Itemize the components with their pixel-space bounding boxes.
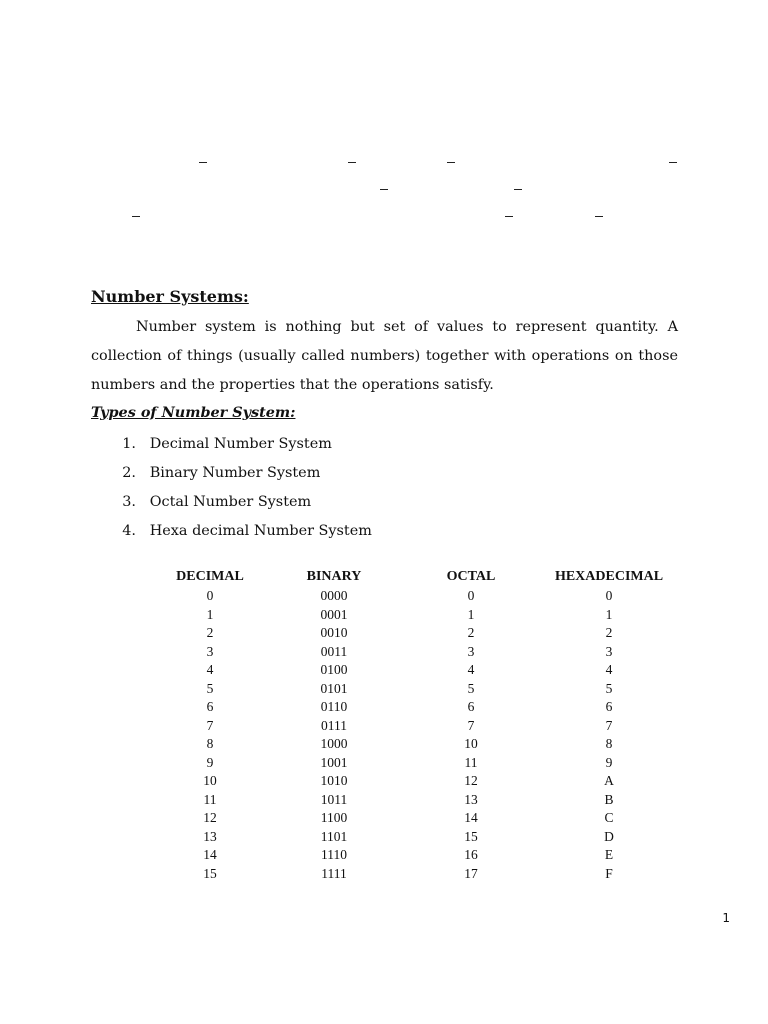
header-octal: OCTAL [446, 569, 496, 584]
stray-dash-mark [514, 189, 522, 190]
list-item-number: 1. [122, 436, 136, 452]
table-cell: 1011 [320, 791, 348, 807]
intro-paragraph: Number system is nothing but set of values to represent quantity. A collection of things (usually called numbers) together with operations on those numbers and the properties that the operations satisfy. [91, 319, 678, 393]
table-cell: 0010 [320, 625, 348, 640]
list-item [91, 459, 372, 488]
table-cell: 3 [605, 643, 613, 659]
table-cell: 4 [467, 662, 475, 677]
table-cell: 14 [464, 810, 478, 825]
table-cell: 0111 [321, 717, 347, 733]
table-row [160, 587, 684, 606]
table-cell: 1110 [321, 847, 347, 862]
table-cell: 4 [605, 662, 613, 677]
table-body [160, 587, 684, 883]
table-cell: 0 [467, 588, 475, 603]
table-cell: B [604, 791, 614, 807]
table-cell: 8 [206, 736, 214, 751]
table-cell: 11 [203, 791, 217, 807]
list-item [91, 517, 372, 546]
table-cell: 12 [464, 773, 478, 788]
table-cell: 11 [464, 754, 478, 770]
table-cell: 6 [605, 699, 613, 714]
stray-dash-mark [132, 216, 140, 217]
table-cell: 0100 [320, 662, 348, 677]
table-row [160, 828, 684, 847]
header-binary: BINARY [306, 569, 362, 584]
stray-dash-mark [595, 216, 603, 217]
table-cell: 5 [467, 680, 475, 696]
table-row [160, 791, 684, 810]
table-cell: 7 [467, 717, 475, 733]
table-cell: 6 [206, 699, 214, 714]
table-cell: F [605, 865, 613, 881]
table-cell: 9 [206, 754, 214, 770]
table-cell: 0 [206, 588, 214, 603]
table-cell: 0001 [320, 606, 348, 622]
table-cell: 3 [467, 643, 475, 659]
header-hexadecimal: HEXADECIMAL [554, 569, 664, 584]
list-item-number: 3. [122, 494, 136, 510]
table-row [160, 809, 684, 828]
table-row [160, 865, 684, 884]
table-cell: 5 [605, 680, 613, 696]
table-header-row [160, 567, 684, 587]
table-cell: 14 [203, 847, 217, 862]
table-cell: 0000 [320, 588, 348, 603]
table-cell: 5 [206, 680, 214, 696]
table-cell: 1 [467, 606, 475, 622]
table-cell: 0011 [320, 643, 348, 659]
section-title: Number Systems: [91, 287, 249, 306]
table-row [160, 680, 684, 699]
table-row [160, 754, 684, 773]
types-heading: Types of Number System: [91, 404, 296, 421]
list-item [91, 488, 372, 517]
table-row [160, 606, 684, 625]
table-cell: 1010 [320, 773, 348, 788]
stray-dash-mark [669, 162, 677, 163]
table-cell: 1101 [320, 828, 348, 844]
table-row [160, 698, 684, 717]
table-cell: 8 [605, 736, 613, 751]
table-row [160, 735, 684, 754]
table-cell: 1 [206, 606, 214, 622]
header-decimal: DECIMAL [176, 569, 244, 584]
table-cell: 15 [464, 828, 478, 844]
table-cell: 15 [203, 865, 217, 881]
table-cell: 0110 [320, 699, 348, 714]
stray-dash-mark [447, 162, 455, 163]
table-row [160, 661, 684, 680]
table-cell: 12 [203, 810, 217, 825]
list-item-number: 4. [122, 523, 136, 539]
list-item-text: Binary Number System [149, 465, 321, 481]
table-cell: 1100 [320, 810, 348, 825]
page-number: 1 [722, 911, 730, 925]
types-list [91, 430, 372, 546]
table-cell: C [604, 810, 614, 825]
list-item-text: Decimal Number System [149, 436, 332, 452]
table-cell: 1001 [320, 754, 348, 770]
table-cell: 0 [605, 588, 613, 603]
list-item [91, 430, 372, 459]
table-cell: 10 [464, 736, 478, 751]
table-cell: 6 [467, 699, 475, 714]
table-cell: 7 [206, 717, 214, 733]
table-cell: 13 [464, 791, 478, 807]
table-cell: 2 [605, 625, 613, 640]
table-row [160, 846, 684, 865]
table-cell: 2 [206, 625, 214, 640]
stray-dash-mark [348, 162, 356, 163]
stray-dash-mark [380, 189, 388, 190]
table-cell: 10 [203, 773, 217, 788]
list-item-number: 2. [122, 465, 136, 481]
table-row [160, 772, 684, 791]
table-cell: D [604, 828, 614, 844]
table-cell: A [604, 773, 614, 788]
table-cell: 1 [605, 606, 613, 622]
conversion-table [160, 567, 684, 883]
table-cell: E [604, 847, 614, 862]
stray-dash-mark [199, 162, 207, 163]
table-cell: 1111 [321, 865, 347, 881]
list-item-text: Hexa decimal Number System [149, 523, 372, 539]
table-row [160, 643, 684, 662]
table-row [160, 717, 684, 736]
table-cell: 13 [203, 828, 217, 844]
table-cell: 16 [464, 847, 478, 862]
table-row [160, 624, 684, 643]
table-cell: 17 [464, 865, 478, 881]
table-cell: 0101 [320, 680, 348, 696]
table-cell: 3 [206, 643, 214, 659]
table-cell: 9 [605, 754, 613, 770]
table-cell: 1000 [320, 736, 348, 751]
table-cell: 7 [605, 717, 613, 733]
list-item-text: Octal Number System [149, 494, 312, 510]
table-cell: 4 [206, 662, 214, 677]
stray-dash-mark [505, 216, 513, 217]
table-cell: 2 [467, 625, 475, 640]
